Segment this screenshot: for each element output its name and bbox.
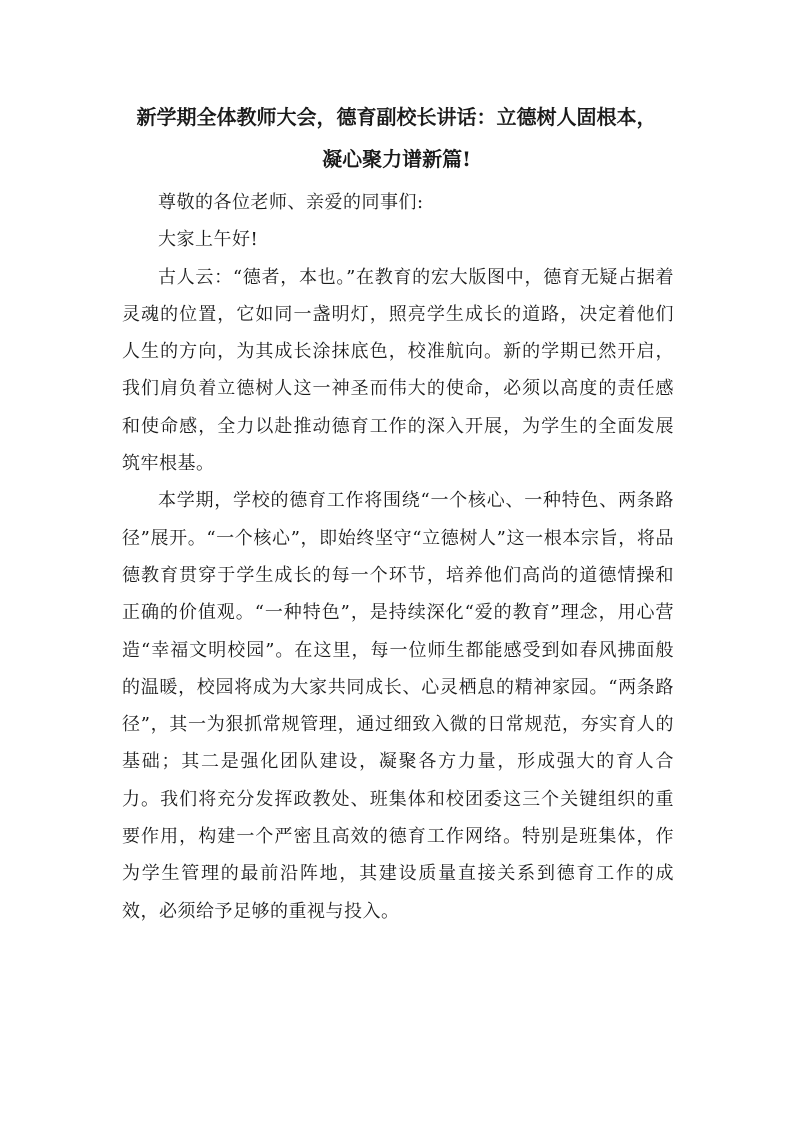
document-title-line-1: 新学期全体教师大会，德育副校长讲话：立德树人固根本， (136, 105, 657, 129)
document-body (122, 184, 674, 930)
greeting: 大家上午好! (158, 229, 259, 251)
salutation: 尊敬的各位老师、亲爱的同事们: (158, 192, 424, 213)
document-title-line-2: 凝心聚力谱新篇! (322, 147, 471, 171)
body-paragraph-1: 古人云：“德者，本也。”在教育的宏大版图中，德育无疑占据着灵魂的位置，它如同一盏明灯，照亮学生成长的道路，决定着他们人生的方向，为其成长涂抹底色，校准航向。新的学期已然开启，我们肩负着立德树人这一神圣而伟大的使命，必须以高度的责任感和使命感，全力以赴推动德育工作的深入开展，为学生的全面发展筑牢根基。 (122, 266, 674, 475)
body-paragraph-2: 本学期，学校的德育工作将围绕“一个核心、一种特色、两条路径”展开。“一个核心”，即始终坚守“立德树人”这一根本宗旨，将品德教育贯穿于学生成长的每一个环节，培养他们高尚的道德情操和正确的价值观。“一种特色”，是持续深化“爱的教育”理念，用心营造“幸福文明校园”。在这里，每一位师生都能感受到如春风拂面般的温暖，校园将成为大家共同成长、心灵栖息的精神家园。“两条路径”，其一为狠抓常规管理，通过细致入微的日常规范，夯实育人的基础；其二是强化团队建设，凝聚各方力量，形成强大的育人合力。我们将充分发挥政教处、班集体和校团委这三个关键组织的重要作用，构建一个严密且高效的德育工作网络。特别是班集体，作为学生管理的最前沿阵地，其建设质量直接关系到德育工作的成效，必须给予足够的重视与投入。 (122, 490, 674, 922)
